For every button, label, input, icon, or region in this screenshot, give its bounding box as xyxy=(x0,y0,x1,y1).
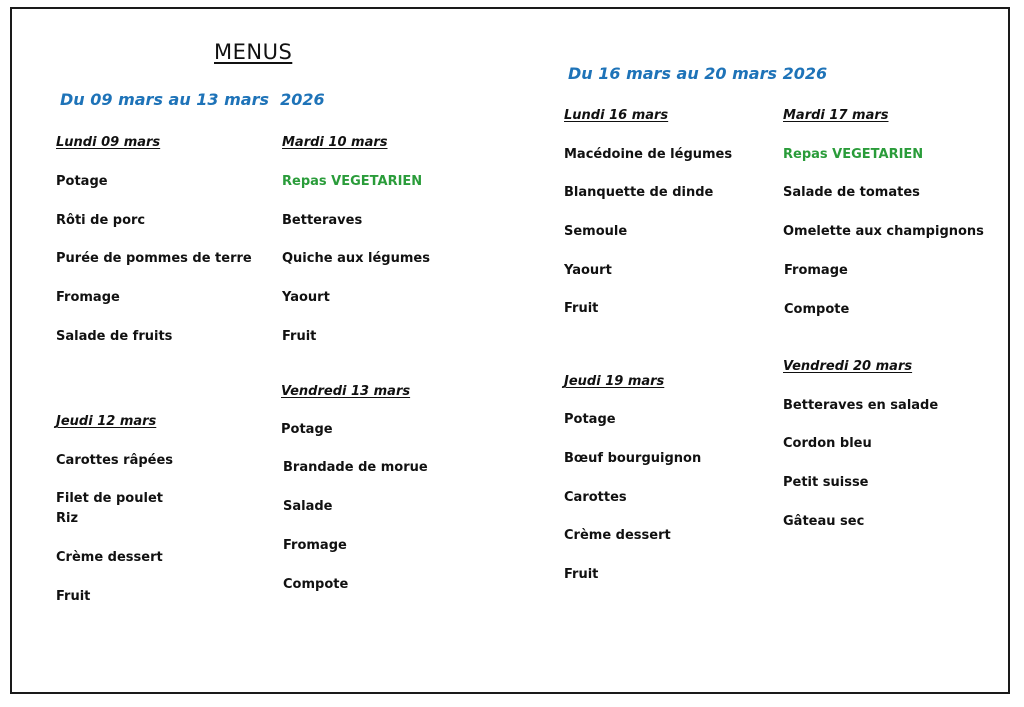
dish: Fruit xyxy=(56,589,91,604)
dish: Fromage xyxy=(784,263,848,278)
dish: Fromage xyxy=(56,290,120,305)
dish: Fromage xyxy=(283,538,347,553)
dish: Salade de fruits xyxy=(56,329,173,344)
day-title: Vendredi 20 mars xyxy=(783,359,913,374)
dish: Semoule xyxy=(564,224,628,239)
dish: Riz xyxy=(56,511,79,526)
day-thursday-12 xyxy=(56,414,174,604)
dish: Betteraves xyxy=(282,213,363,228)
dish: Crème dessert xyxy=(564,528,671,543)
week-heading: Du 09 mars au 13 mars 2026 xyxy=(60,90,325,109)
dish: Gâteau sec xyxy=(783,514,865,529)
day-title: Jeudi 12 mars xyxy=(56,414,157,429)
dish: Yaourt xyxy=(564,263,612,278)
dish: Potage xyxy=(56,174,108,189)
day-title: Jeudi 19 mars xyxy=(564,374,665,389)
dish: Carottes râpées xyxy=(56,453,174,468)
day-friday-20 xyxy=(783,359,939,529)
day-monday-16 xyxy=(564,108,733,316)
day-title: Lundi 09 mars xyxy=(56,135,161,150)
dish: Blanquette de dinde xyxy=(564,185,714,200)
dish: Quiche aux légumes xyxy=(282,251,430,266)
dish: Potage xyxy=(564,412,616,427)
dish: Carottes xyxy=(564,490,627,505)
dish: Macédoine de légumes xyxy=(564,147,733,162)
dish: Brandade de morue xyxy=(283,460,428,475)
day-title: Lundi 16 mars xyxy=(564,108,669,123)
day-friday-13 xyxy=(281,384,428,592)
day-tuesday-17 xyxy=(783,108,984,317)
dish: Salade de tomates xyxy=(783,185,920,200)
dish: Rôti de porc xyxy=(56,213,146,228)
dish: Fruit xyxy=(564,567,599,582)
dish: Compote xyxy=(283,577,349,592)
dish: Crème dessert xyxy=(56,550,163,565)
dish: Salade xyxy=(283,499,333,514)
day-thursday-19 xyxy=(564,374,702,582)
day-monday-09 xyxy=(56,135,252,344)
dish: Petit suisse xyxy=(783,475,869,490)
dish: Potage xyxy=(281,422,333,437)
dish: Omelette aux champignons xyxy=(783,224,984,239)
day-title: Mardi 10 mars xyxy=(282,135,388,150)
dish: Purée de pommes de terre xyxy=(56,251,252,266)
dish: Cordon bleu xyxy=(783,436,872,451)
page-title: MENUS xyxy=(214,40,293,64)
dish: Fruit xyxy=(282,329,317,344)
dish: Betteraves en salade xyxy=(783,398,939,413)
day-title: Vendredi 13 mars xyxy=(281,384,411,399)
dish: Filet de poulet xyxy=(56,491,163,506)
week-heading: Du 16 mars au 20 mars 2026 xyxy=(568,64,828,83)
dish: Compote xyxy=(784,302,850,317)
dish: Yaourt xyxy=(282,290,330,305)
vegetarian-label: Repas VEGETARIEN xyxy=(783,147,924,162)
day-title: Mardi 17 mars xyxy=(783,108,889,123)
day-tuesday-10 xyxy=(282,135,430,344)
dish: Fruit xyxy=(564,301,599,316)
dish: Bœuf bourguignon xyxy=(564,451,702,466)
vegetarian-label: Repas VEGETARIEN xyxy=(282,174,423,189)
